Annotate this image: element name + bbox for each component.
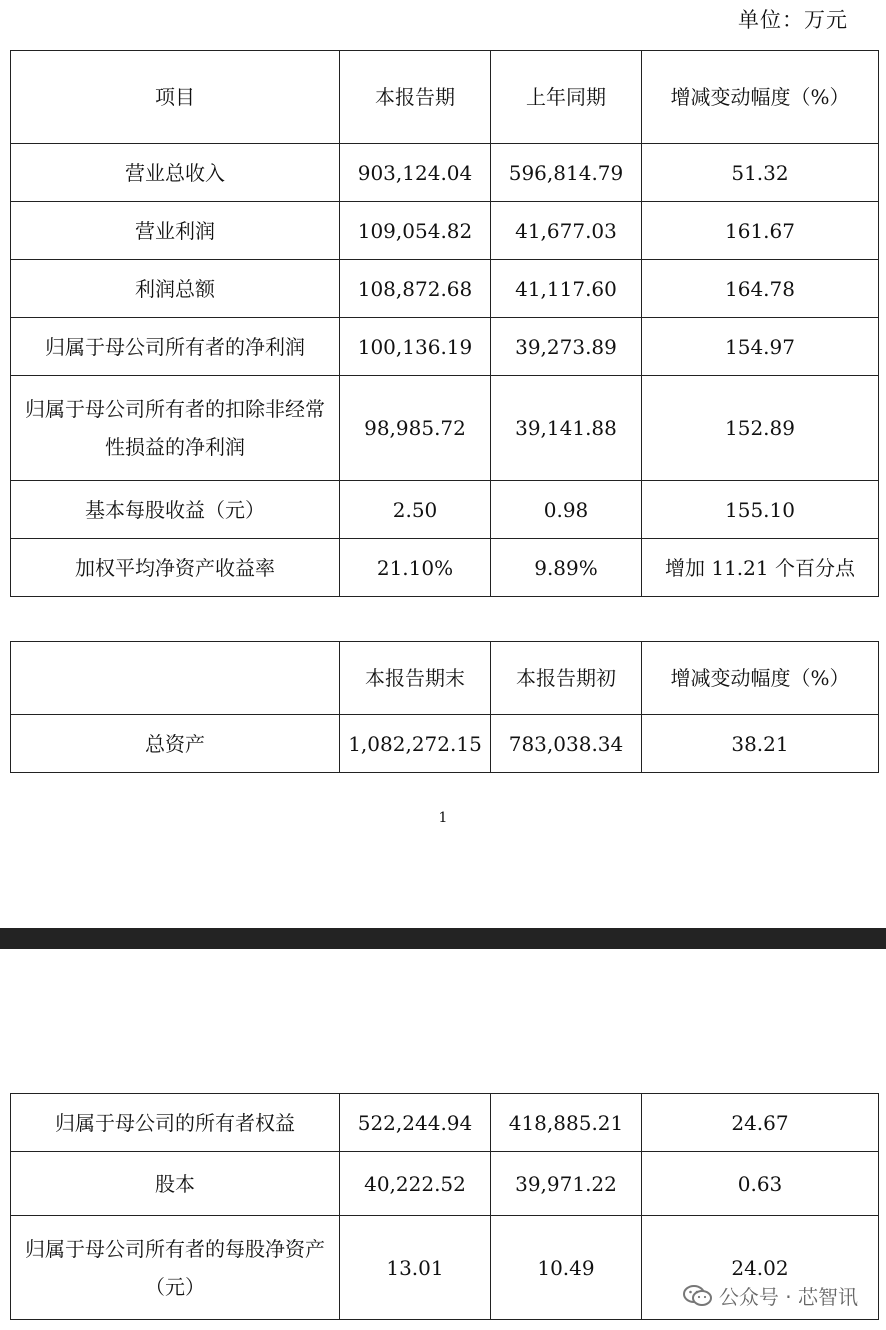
header-change: 增减变动幅度（%） xyxy=(642,642,879,715)
table-header-row xyxy=(11,51,879,144)
row-prior: 0.98 xyxy=(491,481,642,539)
row-change: 38.21 xyxy=(642,715,879,773)
header-period-start: 本报告期初 xyxy=(491,642,642,715)
table-row xyxy=(11,260,879,318)
row-change: 24.67 xyxy=(642,1094,879,1152)
table-row xyxy=(11,539,879,597)
row-item: 营业总收入 xyxy=(11,144,340,202)
row-item: 基本每股收益（元） xyxy=(11,481,340,539)
row-change: 152.89 xyxy=(642,376,879,481)
watermark xyxy=(683,1281,858,1310)
row-item: 归属于母公司所有者的每股净资产（元） xyxy=(11,1216,340,1320)
assets-table xyxy=(10,641,879,773)
table-row xyxy=(11,376,879,481)
table-row xyxy=(11,144,879,202)
row-item: 归属于母公司所有者的扣除非经常性损益的净利润 xyxy=(11,376,340,481)
row-prior: 418,885.21 xyxy=(491,1094,642,1152)
table-row xyxy=(11,318,879,376)
row-prior: 39,141.88 xyxy=(491,376,642,481)
table-header-row xyxy=(11,642,879,715)
row-change: 0.63 xyxy=(642,1152,879,1216)
row-item: 营业利润 xyxy=(11,202,340,260)
row-item: 总资产 xyxy=(11,715,340,773)
row-current: 100,136.19 xyxy=(340,318,491,376)
row-current: 13.01 xyxy=(340,1216,491,1320)
table-row xyxy=(11,202,879,260)
row-prior: 39,273.89 xyxy=(491,318,642,376)
table-row xyxy=(11,481,879,539)
row-current: 40,222.52 xyxy=(340,1152,491,1216)
table-row xyxy=(11,1094,879,1152)
row-prior: 41,677.03 xyxy=(491,202,642,260)
row-prior: 9.89% xyxy=(491,539,642,597)
row-current: 1,082,272.15 xyxy=(340,715,491,773)
row-change: 增加 11.21 个百分点 xyxy=(642,539,879,597)
watermark-text: 公众号 · 芯智讯 xyxy=(718,1285,858,1309)
page-divider xyxy=(0,928,886,949)
row-change: 51.32 xyxy=(642,144,879,202)
row-current: 108,872.68 xyxy=(340,260,491,318)
row-prior: 41,117.60 xyxy=(491,260,642,318)
row-prior: 10.49 xyxy=(491,1216,642,1320)
header-item xyxy=(11,642,340,715)
header-change: 增减变动幅度（%） xyxy=(642,51,879,144)
income-table xyxy=(10,50,879,597)
row-prior: 783,038.34 xyxy=(491,715,642,773)
row-current: 21.10% xyxy=(340,539,491,597)
header-current: 本报告期 xyxy=(340,51,491,144)
row-change: 164.78 xyxy=(642,260,879,318)
row-item: 股本 xyxy=(11,1152,340,1216)
header-period-end: 本报告期末 xyxy=(340,642,491,715)
row-change: 155.10 xyxy=(642,481,879,539)
row-current: 2.50 xyxy=(340,481,491,539)
header-item: 项目 xyxy=(11,51,340,144)
row-current: 522,244.94 xyxy=(340,1094,491,1152)
row-item: 加权平均净资产收益率 xyxy=(11,539,340,597)
row-change: 154.97 xyxy=(642,318,879,376)
unit-label: 单位：万元 xyxy=(738,8,848,32)
row-change: 24.02 xyxy=(642,1216,879,1320)
page-number: 1 xyxy=(438,810,448,826)
row-item: 利润总额 xyxy=(11,260,340,318)
row-current: 109,054.82 xyxy=(340,202,491,260)
row-prior: 596,814.79 xyxy=(491,144,642,202)
row-current: 903,124.04 xyxy=(340,144,491,202)
row-item: 归属于母公司所有者的净利润 xyxy=(11,318,340,376)
header-prior: 上年同期 xyxy=(491,51,642,144)
table-row xyxy=(11,1152,879,1216)
row-item: 归属于母公司的所有者权益 xyxy=(11,1094,340,1152)
row-prior: 39,971.22 xyxy=(491,1152,642,1216)
wechat-icon xyxy=(683,1284,713,1308)
row-change: 161.67 xyxy=(642,202,879,260)
row-current: 98,985.72 xyxy=(340,376,491,481)
table-row xyxy=(11,715,879,773)
